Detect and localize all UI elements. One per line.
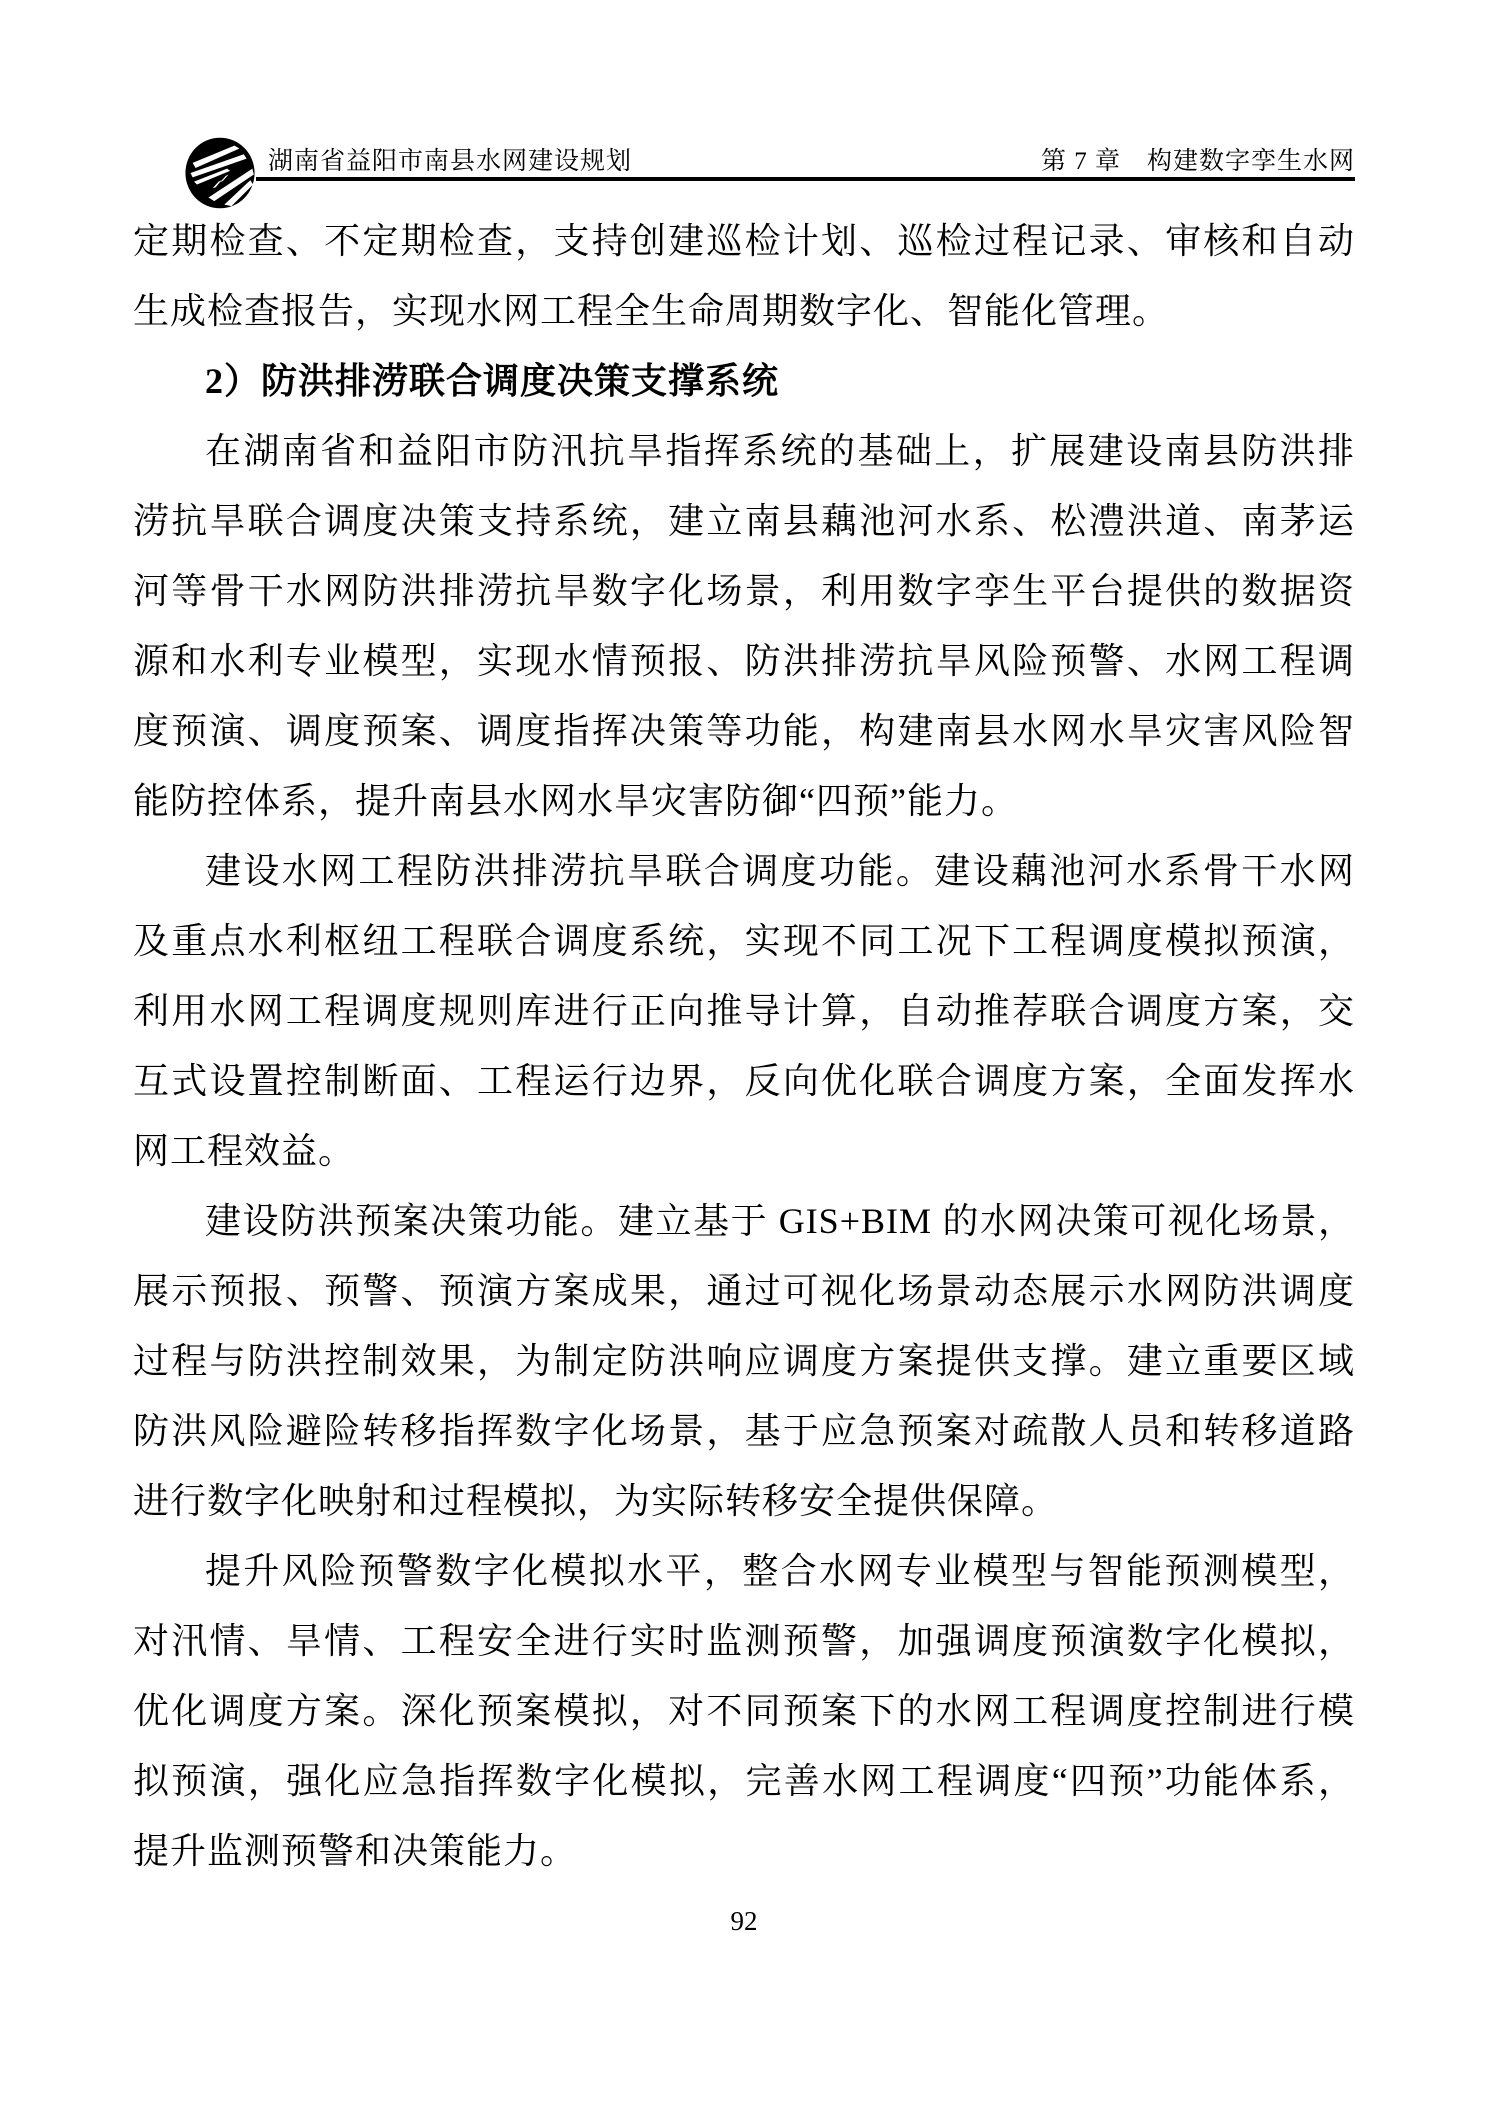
text-line: 提升风险预警数字化模拟水平，整合水网专业模型与智能预测模型，: [205, 1551, 1355, 1591]
text-line: 利用水网工程调度规则库进行正向推导计算，自动推荐联合调度方案，交: [133, 991, 1355, 1031]
text-line: 拟预演，强化应急指挥数字化模拟，完善水网工程调度“四预”功能体系，: [133, 1761, 1355, 1801]
text-line: 河等骨干水网防洪排涝抗旱数字化场景，利用数字孪生平台提供的数据资: [133, 571, 1355, 611]
text-line: 建设水网工程防洪排涝抗旱联合调度功能。建设藕池河水系骨干水网: [205, 851, 1355, 891]
text-line: 源和水利专业模型，实现水情预报、防洪排涝抗旱风险预警、水网工程调: [133, 641, 1355, 681]
paragraph-continuation: [133, 206, 1355, 346]
text-line: 防洪风险避险转移指挥数字化场景，基于应急预案对疏散人员和转移道路: [133, 1411, 1355, 1451]
text-line: 能防控体系，提升南县水网水旱灾害防御“四预”能力。: [133, 781, 1018, 821]
road-emblem-icon: [184, 136, 256, 210]
text-line: 涝抗旱联合调度决策支持系统，建立南县藕池河水系、松澧洪道、南茅运: [133, 501, 1355, 541]
header-right-title: 第 7 章 构建数字孪生水网: [1040, 148, 1355, 175]
text-line: 优化调度方案。深化预案模拟，对不同预案下的水网工程调度控制进行模: [133, 1691, 1355, 1731]
page-number: 92: [730, 1906, 758, 1936]
text-line: 建设防洪预案决策功能。建立基于 GIS+BIM 的水网决策可视化场景，: [205, 1201, 1355, 1241]
paragraph: [133, 1536, 1355, 1886]
text-line: 网工程效益。: [133, 1131, 356, 1171]
text-line: 度预演、调度预案、调度指挥决策等功能，构建南县水网水旱灾害风险智: [133, 711, 1355, 751]
header-left-title: 湖南省益阳市南县水网建设规划: [268, 148, 633, 175]
text-line: 对汛情、旱情、工程安全进行实时监测预警，加强调度预演数字化模拟，: [133, 1621, 1355, 1661]
section-heading: 2）防洪排涝联合调度决策支撑系统: [205, 361, 780, 401]
paragraph: [133, 1186, 1355, 1536]
text-line: 及重点水利枢纽工程联合调度系统，实现不同工况下工程调度模拟预演，: [133, 921, 1355, 961]
text-line: 互式设置控制断面、工程运行边界，反向优化联合调度方案，全面发挥水: [133, 1061, 1355, 1101]
text-line: 在湖南省和益阳市防汛抗旱指挥系统的基础上，扩展建设南县防洪排: [205, 431, 1355, 471]
body-text: [133, 206, 1355, 1886]
text-line: 定期检查、不定期检查，支持创建巡检计划、巡检过程记录、审核和自动: [133, 221, 1355, 261]
text-line: 过程与防洪控制效果，为制定防洪响应调度方案提供支撑。建立重要区域: [133, 1341, 1355, 1381]
header-divider: [256, 177, 1355, 181]
text-line: 提升监测预警和决策能力。: [133, 1831, 578, 1871]
text-line: 生成检查报告，实现水网工程全生命周期数字化、智能化管理。: [133, 291, 1170, 331]
text-line: 展示预报、预警、预演方案成果，通过可视化场景动态展示水网防洪调度: [133, 1271, 1355, 1311]
paragraph: [133, 416, 1355, 836]
text-line: 进行数字化映射和过程模拟，为实际转移安全提供保障。: [133, 1481, 1059, 1521]
paragraph: [133, 836, 1355, 1186]
